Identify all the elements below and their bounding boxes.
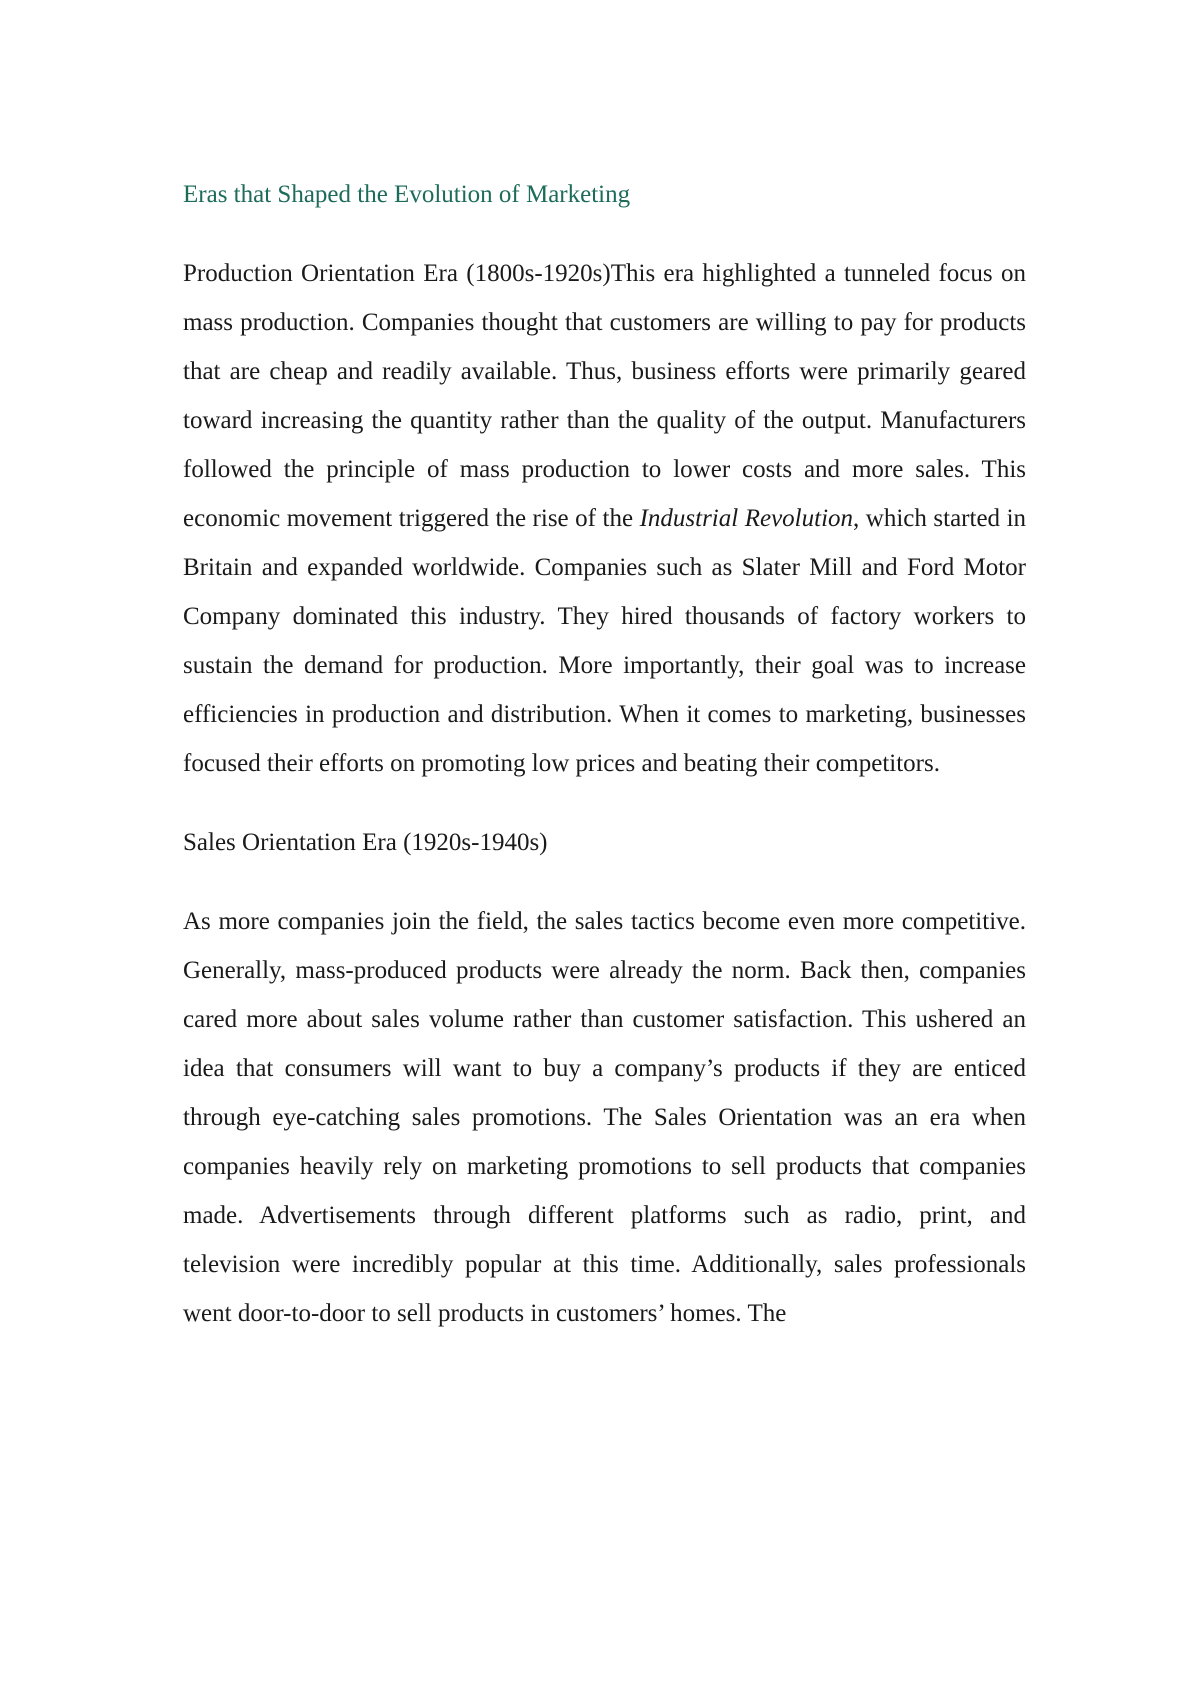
production-era-text-a: This era highlighted a tunneled focus on mass production. Companies thought that customers are willing to pay for products that are cheap and readily available. Thus, business efforts were primarily geared toward increasing the quantity rather than the quality of the output. Manufacturers followed the principle of mass production to lower costs and more sales. This economic movement triggered the rise of the — [183, 260, 1026, 532]
production-era-lead: Production Orientation Era (1800s-1920s) — [183, 260, 611, 287]
sales-era-paragraph: As more companies join the field, the sales tactics become even more competitive. Generally, mass-produced products were already the norm. Back then, companies cared more about sales volume rather than customer satisfaction. This ushered an idea that consumers will want to buy a company’s products if they are enticed through eye-catching sales promotions. The Sales Orientation was an era when companies heavily rely on marketing promotions to sell products that companies made. Advertisements through different platforms such as radio, print, and television were incredibly popular at this time. Additionally, sales professionals went door-to-door to sell products in customers’ homes. The — [183, 908, 1026, 1327]
production-era-paragraph — [183, 249, 1026, 788]
document-page — [183, 170, 1026, 1368]
production-era-text-b: , which started in Britain and expanded worldwide. Companies such as Slater Mill and Ford Motor Company dominated this industry. They hired thousands of factory workers to sustain the demand for production. More importantly, their goal was to increase efficiencies in production and distribution. When it comes to marketing, businesses focused their efforts on promoting low prices and beating their competitors. — [183, 505, 1027, 777]
industrial-revolution-term: Industrial Revolution — [639, 505, 854, 532]
sales-era-heading: Sales Orientation Era (1920s-1940s) — [183, 829, 548, 856]
document-title: Eras that Shaped the Evolution of Marketing — [183, 181, 631, 208]
